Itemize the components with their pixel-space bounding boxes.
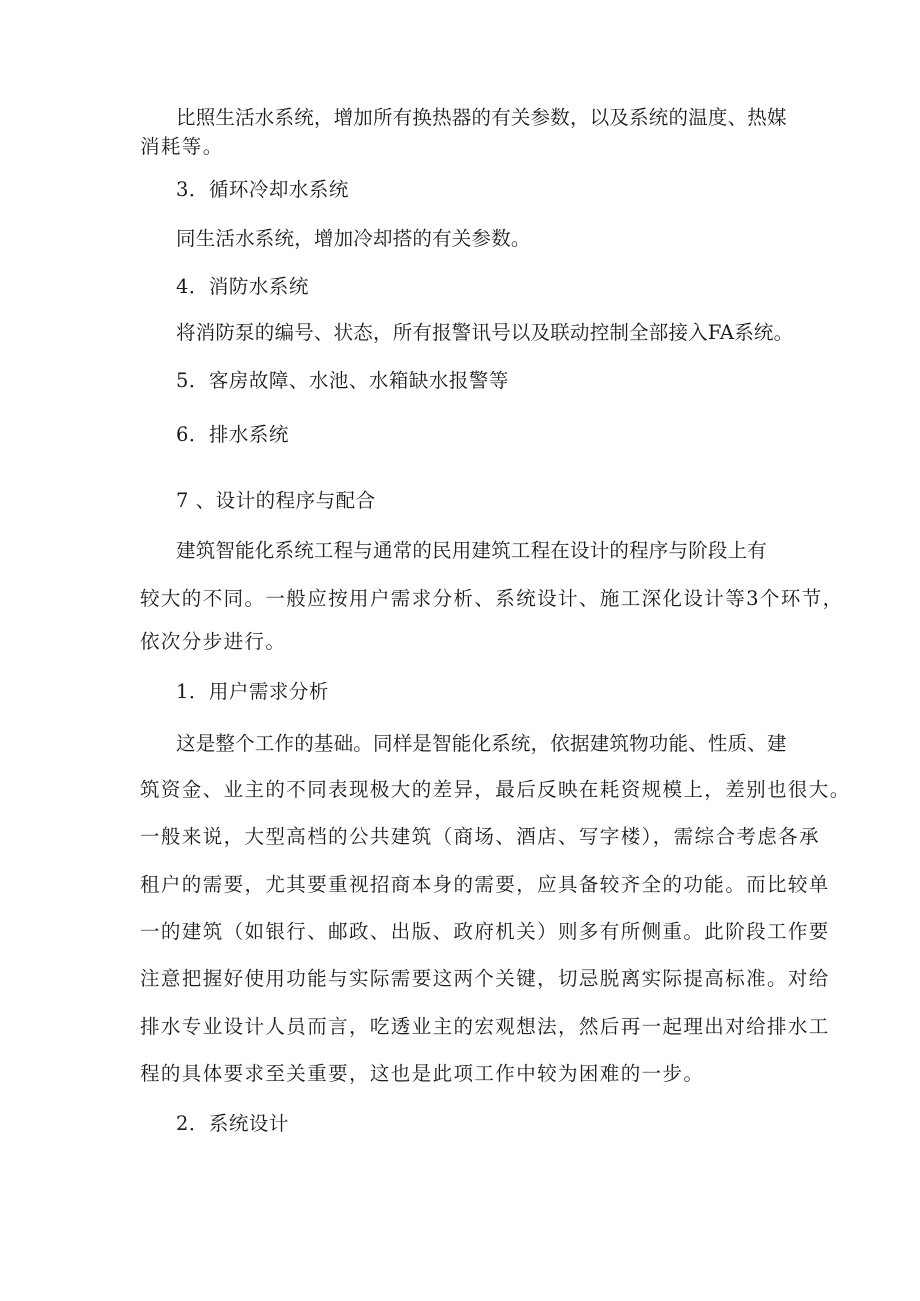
paragraph-line: 消耗等。 <box>140 135 224 158</box>
paragraph-line: 程的具体要求至关重要，这也是此项工作中较为困难的一步。 <box>140 1062 705 1085</box>
paragraph-line: 租户的需要，尤其要重视招商本身的需要，应具备较齐全的功能。而比较单 <box>140 873 830 896</box>
section-heading: 1．用户需求分析 <box>176 680 329 703</box>
paragraph-line: 筑资金、业主的不同表现极大的差异，最后反映在耗资规模上，差别也很大。 <box>140 778 851 801</box>
paragraph-line: 建筑智能化系统工程与通常的民用建筑工程在设计的程序与阶段上有 <box>176 539 768 562</box>
paragraph-line: 同生活水系统，增加冷却搭的有关参数。 <box>176 227 531 250</box>
paragraph-line: 一般来说，大型高档的公共建筑（商场、酒店、写字楼），需综合考虑各承 <box>140 825 820 848</box>
section-heading: 7 、设计的程序与配合 <box>176 489 376 512</box>
section-heading: 4．消防水系统 <box>176 275 309 298</box>
paragraph-line: 依次分步进行。 <box>140 630 287 653</box>
paragraph-line: 排水专业设计人员而言，吃透业主的宏观想法，然后再一起理出对给排水工 <box>140 1015 830 1038</box>
section-heading: 5．客房故障、水池、水箱缺水报警等 <box>176 369 509 392</box>
paragraph-line: 注意把握好使用功能与实际需要这两个关键，切忌脱离实际提高标准。对给 <box>140 967 830 990</box>
paragraph-line: 将消防泵的编号、状态，所有报警讯号以及联动控制全部接入FA系统。 <box>176 321 794 344</box>
paragraph-line: 一的建筑（如银行、邮政、出版、政府机关）则多有所侧重。此阶段工作要 <box>140 920 830 943</box>
section-heading: 6．排水系统 <box>176 423 289 446</box>
section-heading: 3．循环冷却水系统 <box>176 178 349 201</box>
section-heading: 2．系统设计 <box>176 1112 289 1135</box>
paragraph-line: 这是整个工作的基础。同样是智能化系统，依据建筑物功能、性质、建 <box>176 732 787 755</box>
paragraph-line: 较大的不同。一般应按用户需求分析、系统设计、施工深化设计等3个环节， <box>140 587 844 610</box>
paragraph-line: 比照生活水系统，增加所有换热器的有关参数，以及系统的温度、热媒 <box>176 106 787 129</box>
